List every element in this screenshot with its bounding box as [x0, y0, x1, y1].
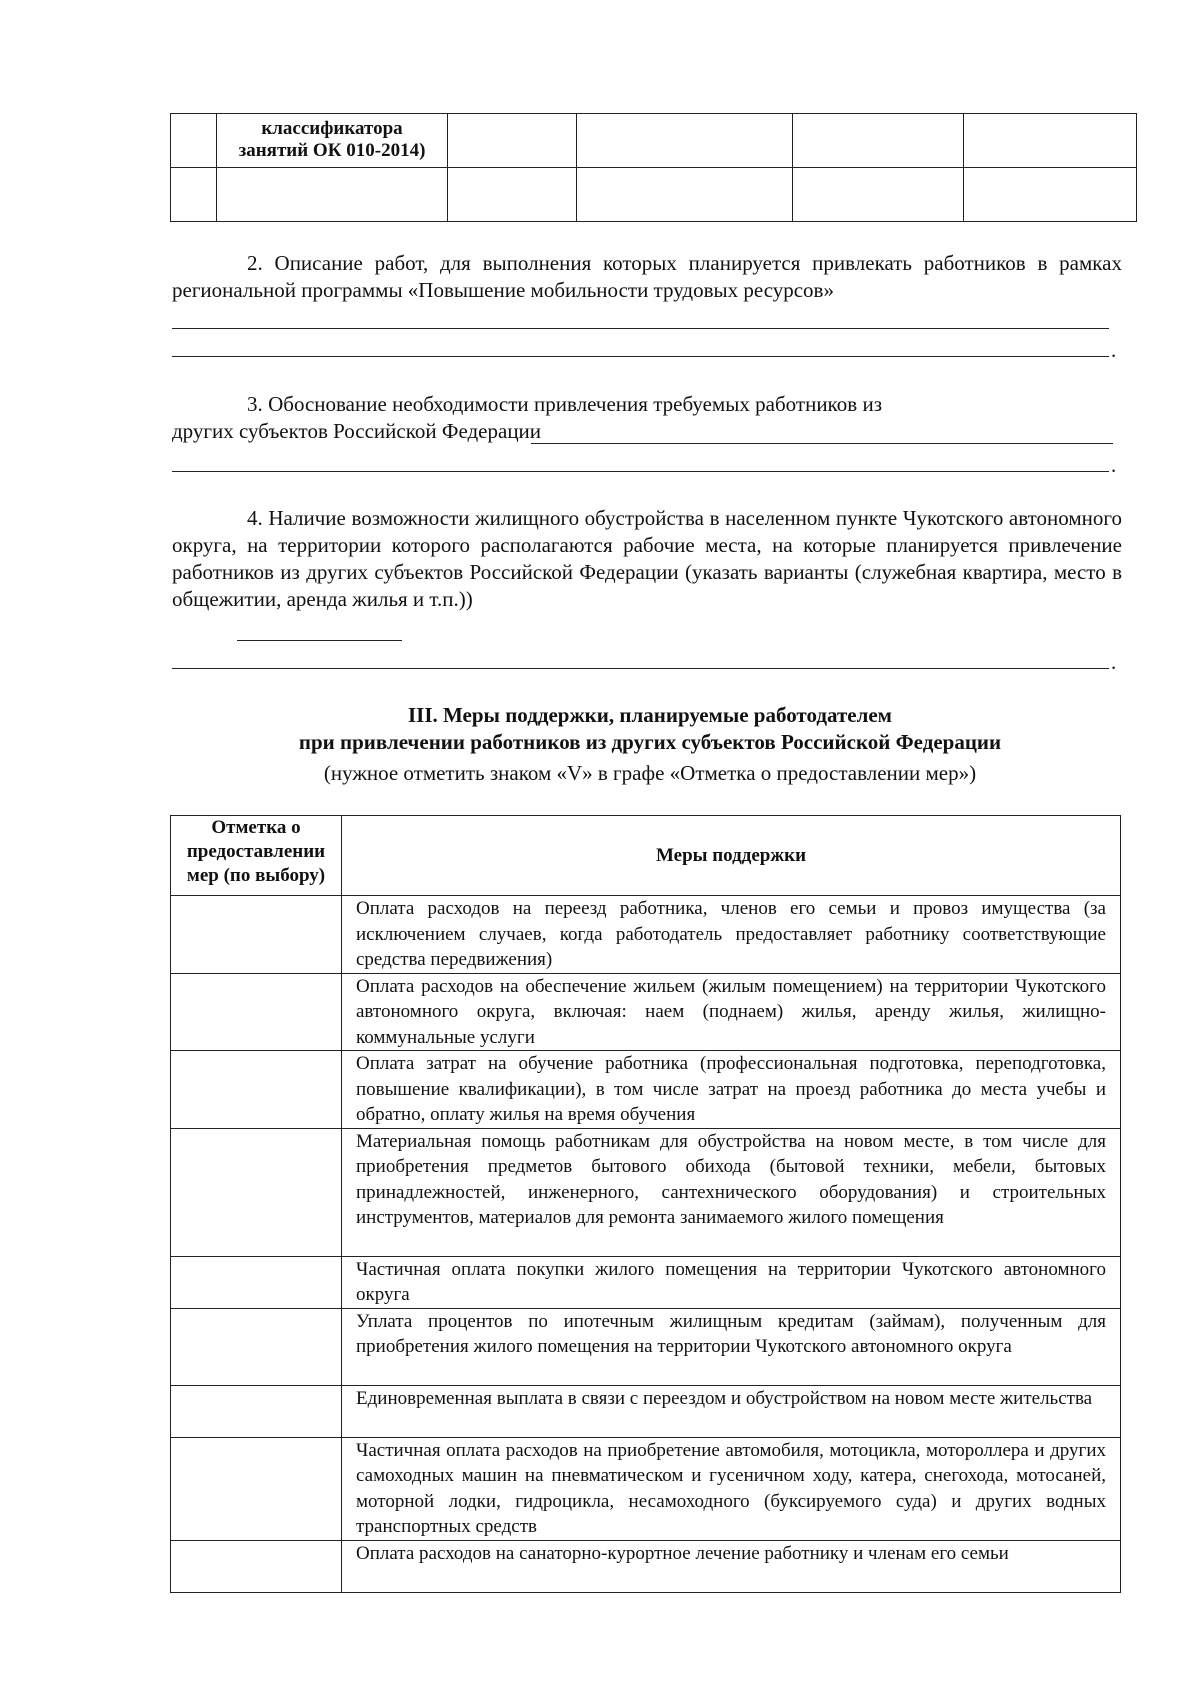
- table-cell: [793, 114, 964, 168]
- section-iii-heading: [0, 702, 1200, 787]
- table-cell[interactable]: [171, 168, 217, 222]
- table-cell[interactable]: [448, 168, 577, 222]
- section-4-text: 4. Наличие возможности жилищного обустройства в населенном пункте Чукотского автономного округа, на территории которого располагаются рабочие места, на которые планируется привлечение работников из других субъектов Российской Федерации (указать варианты (служебная квартира, место в общежитии, аренда жилья и т.п.)): [172, 506, 1122, 611]
- column-header-measures: Меры поддержки: [342, 816, 1121, 896]
- table-header-cell: [217, 114, 448, 168]
- mark-cell[interactable]: [171, 1437, 342, 1540]
- table-cell: [171, 114, 217, 168]
- table-cell[interactable]: [577, 168, 793, 222]
- section-iii-title: при привлечении работников из других субъектов Российской Федерации: [298, 730, 1002, 754]
- mark-cell[interactable]: [171, 973, 342, 1051]
- section-2-text: 2. Описание работ, для выполнения которых планируется привлекать работников в рамках региональной программы «Повышение мобильности трудовых ресурсов»: [172, 251, 1122, 302]
- table-cell: [577, 114, 793, 168]
- header-line: классификатора: [261, 118, 403, 139]
- measure-cell: Оплата расходов на обеспечение жильем (жилым помещением) на территории Чукотского автономного округа, включая: наем (поднаем) жилья, аренду жилья, жилищно-коммунальные услуги: [342, 973, 1121, 1051]
- section-iii-note: (нужное отметить знаком «V» в графе «Отметка о предоставлении мер»): [323, 761, 977, 785]
- end-dot: .: [1111, 338, 1117, 362]
- mark-cell[interactable]: [171, 1128, 342, 1256]
- fill-line[interactable]: [172, 668, 1109, 669]
- measure-cell: Оплата расходов на переезд работника, членов его семьи и провоз имущества (за исключением случаев, когда работодатель предоставляет работнику соответствующие средства передвижения): [342, 896, 1121, 974]
- classifier-table: [170, 113, 1137, 222]
- fill-line[interactable]: [172, 328, 1109, 329]
- fill-line[interactable]: [531, 443, 1113, 444]
- end-dot: .: [1111, 650, 1117, 674]
- mark-cell[interactable]: [171, 1385, 342, 1437]
- mark-cell[interactable]: [171, 1308, 342, 1385]
- support-measures-table: [170, 815, 1121, 1593]
- header-line: занятий ОК 010-2014): [238, 140, 426, 161]
- measure-cell: Уплата процентов по ипотечным жилищным кредитам (займам), полученным для приобретения жилого помещения на территории Чукотского автономного округа: [342, 1308, 1121, 1385]
- table-cell: [964, 114, 1137, 168]
- table-cell[interactable]: [793, 168, 964, 222]
- measure-cell: Оплата расходов на санаторно-курортное лечение работнику и членам его семьи: [342, 1540, 1121, 1592]
- section-iii-title: III. Меры поддержки, планируемые работодателем: [408, 703, 892, 727]
- column-header-mark: Отметка о предоставлении мер (по выбору): [171, 816, 342, 896]
- table-cell[interactable]: [217, 168, 448, 222]
- measure-cell: Материальная помощь работникам для обустройства на новом месте, в том числе для приобретения предметов бытового обихода (бытовой техники, мебели, бытовых принадлежностей, инженерного, сантехнического оборудования) и строительных инструментов, материалов для ремонта занимаемого жилого помещения: [342, 1128, 1121, 1256]
- measure-cell: Оплата затрат на обучение работника (профессиональная подготовка, переподготовка, повышение квалификации), в том числе затрат на проезд работника до места учебы и обратно, оплату жилья на время обучения: [342, 1051, 1121, 1129]
- fill-line[interactable]: [172, 471, 1109, 472]
- end-dot: .: [1111, 453, 1117, 477]
- measure-cell: Частичная оплата расходов на приобретение автомобиля, мотоцикла, мотороллера и других самоходных машин на пневматическом и гусеничном ходу, катера, снегохода, мотосаней, моторной лодки, гидроцикла, несамоходного (буксируемого суда) и других водных транспортных средств: [342, 1437, 1121, 1540]
- table-cell[interactable]: [964, 168, 1137, 222]
- section-3-text: 3. Обоснование необходимости привлечения требуемых работников из других субъектов Российской Федерации: [172, 392, 882, 443]
- measure-cell: Единовременная выплата в связи с переездом и обустройством на новом месте жительства: [342, 1385, 1121, 1437]
- mark-cell[interactable]: [171, 896, 342, 974]
- mark-cell[interactable]: [171, 1051, 342, 1129]
- measure-cell: Частичная оплата покупки жилого помещения на территории Чукотского автономного округа: [342, 1256, 1121, 1308]
- mark-cell[interactable]: [171, 1256, 342, 1308]
- mark-cell[interactable]: [171, 1540, 342, 1592]
- fill-line[interactable]: [237, 640, 402, 641]
- table-cell: [448, 114, 577, 168]
- fill-line[interactable]: [172, 356, 1109, 357]
